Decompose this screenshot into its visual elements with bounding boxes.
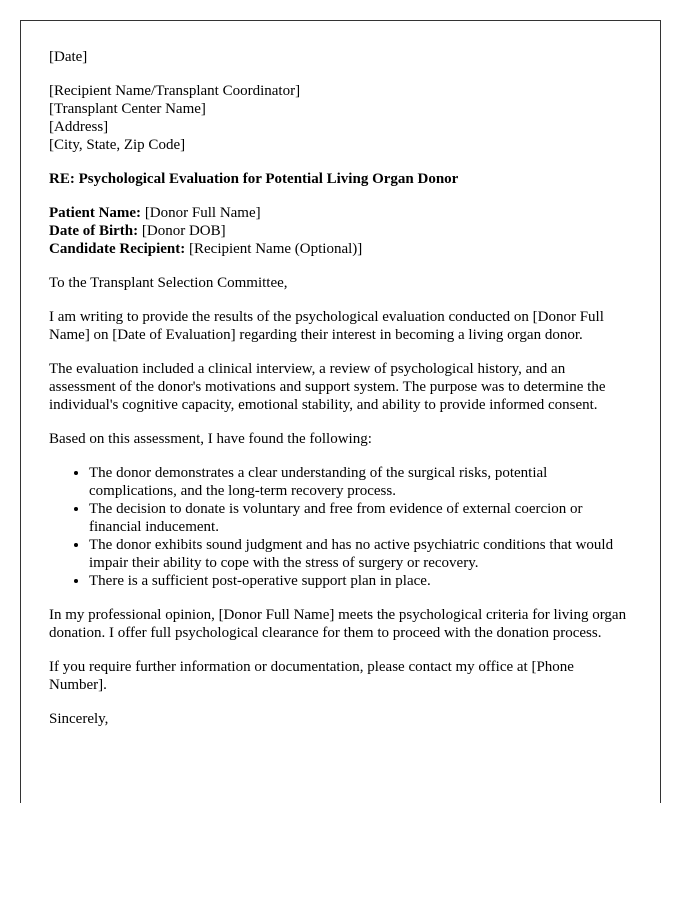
candidate-value: [Recipient Name (Optional)] — [185, 241, 363, 257]
body-paragraph: The evaluation included a clinical interview, a review of psychological history, and an assessment of the donor's motivations and support system. The purpose was to determine the individual's cognitive capacity, emotional stability, and ability to provide informed consent. — [49, 361, 606, 413]
signoff: Sincerely, — [49, 711, 109, 727]
patient-info — [49, 204, 631, 258]
recipient-center: [Transplant Center Name] — [49, 101, 206, 117]
findings-list — [49, 464, 631, 590]
recipient-address: [Address] — [49, 119, 109, 135]
body-paragraph: I am writing to provide the results of the psychological evaluation conducted on [Donor Full Name] on [Date of Evaluation] regarding their interest in becoming a living organ donor. — [49, 309, 604, 343]
recipient-city: [City, State, Zip Code] — [49, 137, 186, 153]
closing-paragraph: If you require further information or documentation, please contact my office at [Phone Number]. — [49, 659, 574, 693]
recipient-name: [Recipient Name/Transplant Coordinator] — [49, 83, 301, 99]
closing-paragraph: In my professional opinion, [Donor Full Name] meets the psychological criteria for living organ donation. I offer full psychological clearance for them to proceed with the donation process. — [49, 607, 627, 641]
finding-item: • The donor exhibits sound judgment and has no active psychiatric conditions that would impair their ability to cope with the stress of surgery or recovery. — [89, 536, 631, 572]
patient-name-label: Patient Name: — [49, 205, 142, 221]
candidate-label: Candidate Recipient: — [49, 241, 186, 257]
letter-page — [20, 20, 661, 803]
letter-date: [Date] — [49, 49, 88, 65]
patient-name-value: [Donor Full Name] — [141, 205, 261, 221]
salutation: To the Transplant Selection Committee, — [49, 275, 288, 291]
finding-item: • The donor demonstrates a clear understanding of the surgical risks, potential complications, and the long-term recovery process. — [89, 464, 631, 500]
body-paragraph: Based on this assessment, I have found the following: — [49, 431, 372, 447]
finding-item: • The decision to donate is voluntary and free from evidence of external coercion or financial inducement. — [89, 500, 631, 536]
subject-line — [49, 170, 631, 188]
dob-value: [Donor DOB] — [138, 223, 226, 239]
recipient-block — [49, 82, 631, 154]
dob-label: Date of Birth: — [49, 223, 139, 239]
subject-text: RE: Psychological Evaluation for Potential Living Organ Donor — [49, 171, 459, 187]
finding-item: • There is a sufficient post-operative support plan in place. — [89, 572, 631, 590]
